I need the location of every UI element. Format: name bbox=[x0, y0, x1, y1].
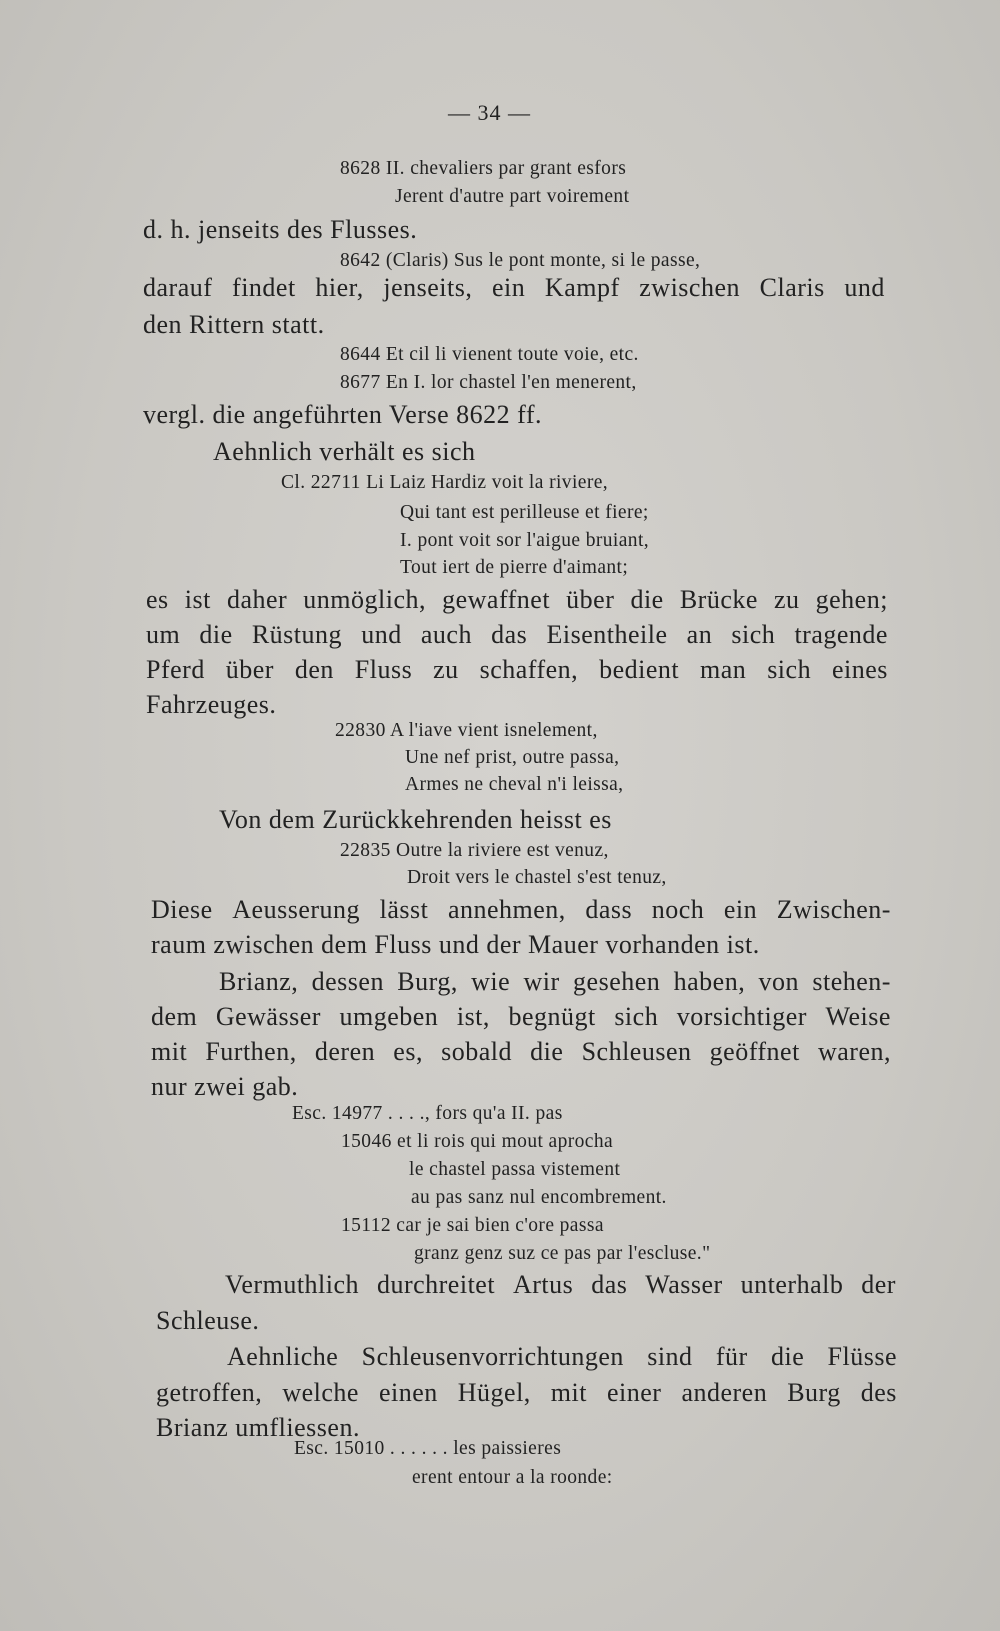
word: einen bbox=[378, 1378, 438, 1407]
text-line bbox=[151, 1002, 891, 1032]
text-line: vergl. die angeführten Verse 8622 ff. bbox=[143, 400, 543, 429]
word: das bbox=[591, 1270, 628, 1299]
text-line: Une nef prist, outre passa, bbox=[405, 747, 620, 768]
word: Burg, bbox=[397, 967, 458, 996]
word: das bbox=[491, 620, 528, 649]
word: Burg bbox=[787, 1378, 841, 1407]
text-line bbox=[151, 895, 891, 925]
word: gehen; bbox=[815, 585, 888, 614]
word: lässt bbox=[379, 895, 429, 924]
word: der bbox=[861, 1270, 896, 1299]
word: daher bbox=[226, 585, 288, 614]
word: darauf bbox=[143, 273, 213, 302]
text-line: 8642 (Claris) Sus le pont monte, si le passe, bbox=[340, 250, 701, 271]
word: ein bbox=[492, 273, 526, 302]
text-line: Jerent d'autre part voirement bbox=[395, 186, 630, 207]
word: noch bbox=[651, 895, 705, 924]
word: mit bbox=[151, 1037, 188, 1066]
word: eines bbox=[831, 655, 888, 684]
word: man bbox=[700, 655, 747, 684]
word: von bbox=[758, 967, 800, 996]
text-line: 8677 En I. lor chastel l'en menerent, bbox=[340, 372, 637, 393]
text-line: Brianz umfliessen. bbox=[156, 1413, 360, 1442]
word: die bbox=[530, 1037, 564, 1066]
word: unterhalb bbox=[740, 1270, 844, 1299]
word: Schleusenvorrichtungen bbox=[361, 1342, 624, 1371]
text-line bbox=[151, 1037, 891, 1067]
word: Furthen, bbox=[205, 1037, 297, 1066]
word: die bbox=[199, 620, 233, 649]
word: über bbox=[225, 655, 274, 684]
text-line bbox=[146, 620, 888, 650]
word: Wasser bbox=[645, 1270, 723, 1299]
word: Claris bbox=[759, 273, 825, 302]
word: waren, bbox=[817, 1037, 891, 1066]
word: dass bbox=[585, 895, 633, 924]
word: des bbox=[860, 1378, 897, 1407]
text-line: 15112 car je sai bien c'ore passa bbox=[341, 1215, 604, 1236]
word: bedient bbox=[599, 655, 680, 684]
text-line: Armes ne cheval n'i leissa, bbox=[405, 774, 624, 795]
text-line: Tout iert de pierre d'aimant; bbox=[400, 557, 629, 578]
word: Artus bbox=[512, 1270, 574, 1299]
text-line bbox=[227, 1342, 897, 1372]
text-line: 15046 et li rois qui mout aprocha bbox=[341, 1131, 614, 1152]
page-number: — 34 — bbox=[448, 100, 531, 125]
word: Vermuthlich bbox=[225, 1270, 360, 1299]
word: Zwischen- bbox=[776, 895, 891, 924]
text-line: Cl. 22711 Li Laiz Hardiz voit la riviere, bbox=[281, 472, 609, 493]
word: Brianz, bbox=[219, 967, 299, 996]
word: die bbox=[770, 1342, 805, 1371]
word: zu bbox=[774, 585, 800, 614]
word: ist, bbox=[456, 1002, 490, 1031]
word: es, bbox=[393, 1037, 423, 1066]
word: es bbox=[146, 585, 169, 614]
word: haben, bbox=[673, 967, 746, 996]
text-line: 8644 Et cil li vienent toute voie, etc. bbox=[340, 344, 639, 365]
text-line bbox=[219, 967, 891, 997]
word: gewaffnet bbox=[442, 585, 551, 614]
word: sich bbox=[614, 1002, 659, 1031]
word: an bbox=[686, 620, 713, 649]
word: den bbox=[294, 655, 334, 684]
word: über bbox=[566, 585, 615, 614]
text-line: le chastel passa vistement bbox=[409, 1159, 621, 1180]
word: und bbox=[844, 273, 885, 302]
text-line: au pas sanz nul encombrement. bbox=[411, 1187, 667, 1208]
word: Kampf bbox=[544, 273, 620, 302]
word: jenseits, bbox=[383, 273, 473, 302]
word: zu bbox=[433, 655, 459, 684]
word: sich bbox=[767, 655, 812, 684]
word: wie bbox=[471, 967, 511, 996]
word: Aehnliche bbox=[227, 1342, 339, 1371]
word: stehen- bbox=[812, 967, 891, 996]
word: unmöglich, bbox=[303, 585, 426, 614]
text-line bbox=[156, 1378, 897, 1408]
word: geöffnet bbox=[709, 1037, 800, 1066]
word: begnügt bbox=[508, 1002, 596, 1031]
word: tragende bbox=[794, 620, 888, 649]
word: wir bbox=[523, 967, 560, 996]
text-line: granz genz suz ce pas par l'escluse." bbox=[414, 1243, 711, 1264]
word: dessen bbox=[311, 967, 384, 996]
word: sobald bbox=[441, 1037, 512, 1066]
word: sich bbox=[731, 620, 776, 649]
word: die bbox=[630, 585, 664, 614]
word: auch bbox=[420, 620, 472, 649]
word: getroffen, bbox=[156, 1378, 263, 1407]
text-line: 22835 Outre la riviere est venuz, bbox=[340, 840, 609, 861]
text-line bbox=[146, 655, 888, 685]
word: findet bbox=[232, 273, 296, 302]
text-line: 22830 A l'iave vient isnelement, bbox=[335, 720, 598, 741]
word: Brücke bbox=[679, 585, 758, 614]
text-line bbox=[146, 585, 888, 615]
word: Pferd bbox=[146, 655, 205, 684]
word: annehmen, bbox=[447, 895, 566, 924]
text-line: Aehnlich verhält es sich bbox=[213, 437, 476, 466]
word: hier, bbox=[315, 273, 364, 302]
word: Fluss bbox=[354, 655, 413, 684]
word: schaffen, bbox=[479, 655, 579, 684]
word: anderen bbox=[681, 1378, 768, 1407]
word: welche bbox=[282, 1378, 359, 1407]
word: Hügel, bbox=[457, 1378, 531, 1407]
word: Aeusserung bbox=[232, 895, 361, 924]
text-line bbox=[143, 273, 885, 303]
word: Flüsse bbox=[827, 1342, 897, 1371]
text-line: Von dem Zurückkehrenden heisst es bbox=[219, 805, 612, 834]
word: durchreitet bbox=[376, 1270, 496, 1299]
word: Weise bbox=[825, 1002, 891, 1031]
word: mit bbox=[550, 1378, 587, 1407]
text-line: Esc. 14977 . . . ., fors qu'a II. pas bbox=[292, 1103, 563, 1124]
word: gesehen bbox=[573, 967, 661, 996]
word: und bbox=[361, 620, 402, 649]
text-line: d. h. jenseits des Flusses. bbox=[143, 215, 418, 244]
text-line: raum zwischen dem Fluss und der Mauer vorhanden ist. bbox=[151, 930, 760, 959]
text-line: Schleuse. bbox=[156, 1306, 260, 1335]
word: zwischen bbox=[639, 273, 741, 302]
word: sind bbox=[647, 1342, 693, 1371]
word: dem bbox=[151, 1002, 198, 1031]
word: Eisentheile bbox=[546, 620, 668, 649]
word: einer bbox=[606, 1378, 662, 1407]
text-line: Qui tant est perilleuse et fiere; bbox=[400, 502, 649, 523]
word: Gewässer bbox=[215, 1002, 321, 1031]
text-line: 8628 II. chevaliers par grant esfors bbox=[340, 158, 627, 179]
text-line: Fahrzeuges. bbox=[146, 690, 277, 719]
word: um bbox=[146, 620, 181, 649]
text-line bbox=[225, 1270, 896, 1300]
word: ein bbox=[723, 895, 758, 924]
text-line: Droit vers le chastel s'est tenuz, bbox=[407, 867, 667, 888]
word: umgeben bbox=[339, 1002, 439, 1031]
word: deren bbox=[314, 1037, 376, 1066]
word: ist bbox=[184, 585, 211, 614]
word: vorsichtiger bbox=[676, 1002, 807, 1031]
word: Diese bbox=[151, 895, 213, 924]
word: für bbox=[715, 1342, 748, 1371]
text-line: erent entour a la roonde: bbox=[412, 1467, 613, 1488]
word: Rüstung bbox=[251, 620, 343, 649]
text-line: nur zwei gab. bbox=[151, 1072, 299, 1101]
text-line: Esc. 15010 . . . . . . les paissieres bbox=[294, 1438, 562, 1459]
text-line: den Rittern statt. bbox=[143, 310, 325, 339]
text-line: I. pont voit sor l'aigue bruiant, bbox=[400, 530, 650, 551]
word: Schleusen bbox=[581, 1037, 692, 1066]
